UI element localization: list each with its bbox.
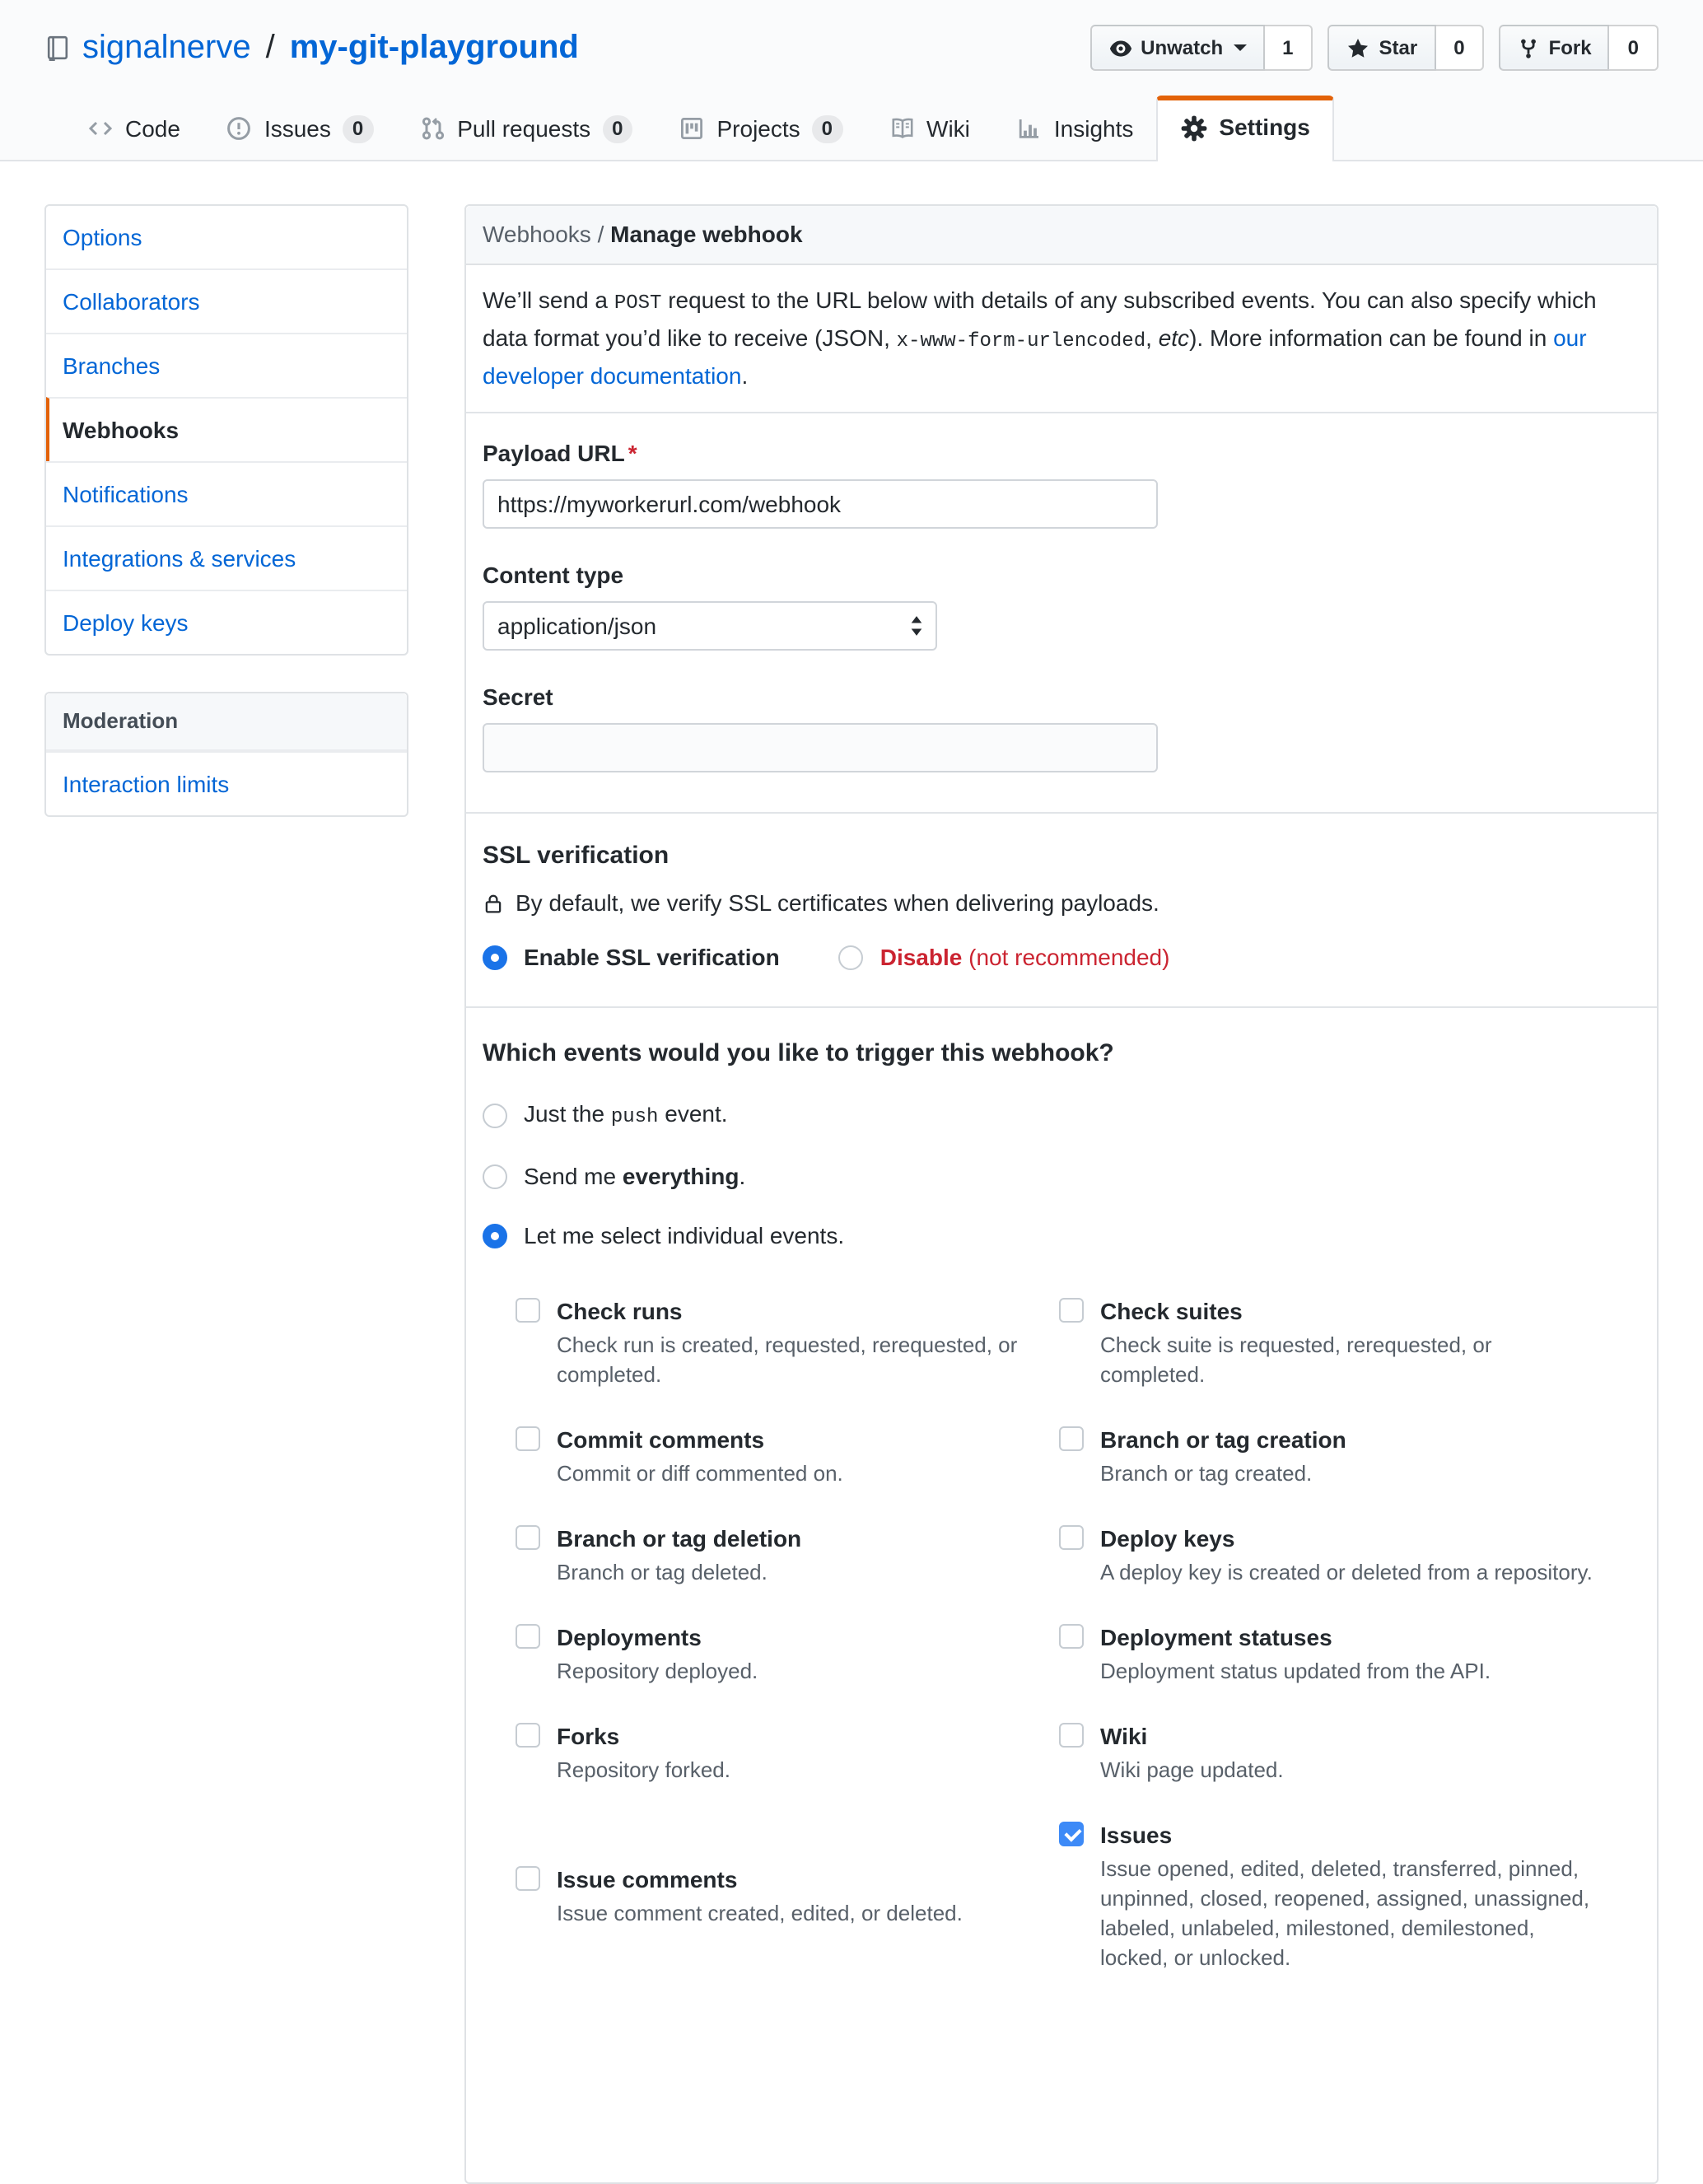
tab-wiki[interactable]: Wiki — [865, 96, 993, 161]
deployments-checkbox[interactable] — [516, 1624, 540, 1649]
issues-checkbox[interactable] — [1059, 1822, 1084, 1846]
repo-title — [44, 28, 1089, 68]
content-type-group — [483, 562, 1640, 651]
ssl-verification-section — [466, 814, 1657, 1008]
gear-icon — [1181, 114, 1207, 141]
sidebar-item-integrations[interactable]: Integrations & services — [46, 525, 407, 590]
event-row — [516, 1720, 1640, 1785]
fork-icon — [1518, 35, 1541, 60]
developer-docs-link[interactable]: our developer documentation — [483, 324, 1587, 389]
fork-button-group — [1500, 25, 1659, 71]
path-divider: / — [265, 30, 275, 66]
star-button[interactable]: Star — [1328, 25, 1436, 71]
tab-issues[interactable]: Issues 0 — [203, 96, 396, 161]
watch-button-group — [1089, 25, 1313, 71]
ssl-disable-label: Disable (not recommended) — [879, 944, 1170, 970]
lock-icon — [483, 891, 504, 916]
etc-italic: etc — [1158, 324, 1190, 351]
tab-settings[interactable]: Settings — [1156, 96, 1334, 161]
tab-insights[interactable]: Insights — [993, 96, 1157, 161]
secret-input[interactable] — [483, 723, 1158, 772]
event-deployments[interactable]: Deployments Repository deployed. — [516, 1621, 1059, 1687]
event-issue-comments[interactable]: Issue comments Issue comment created, edited, or deleted. — [516, 1863, 1059, 1929]
webhook-description: We’ll send a POST request to the URL below with details of any subscribed events. You can also specify which data format you’d like to receive (JSON, x-www-form-urlencoded, etc). More information can be found in our developer documentation. — [466, 265, 1657, 413]
projects-counter: 0 — [812, 114, 842, 142]
pulls-counter: 0 — [602, 114, 632, 142]
repo-actions — [1089, 25, 1659, 71]
webhook-form — [466, 413, 1657, 814]
everything-radio[interactable] — [483, 1164, 507, 1188]
option-everything[interactable]: Send me everything. — [483, 1160, 1640, 1192]
repo-header — [0, 0, 1703, 161]
ssl-enable-option[interactable] — [483, 944, 780, 970]
sidebar-item-branches[interactable]: Branches — [46, 333, 407, 397]
star-icon — [1346, 35, 1371, 60]
forks-checkbox[interactable] — [516, 1723, 540, 1748]
deploy-keys-checkbox[interactable] — [1059, 1525, 1084, 1550]
sidebar-item-collaborators[interactable]: Collaborators — [46, 268, 407, 333]
ssl-radio-group — [483, 944, 1640, 970]
breadcrumb — [466, 206, 1657, 265]
events-title: Which events would you like to trigger this webhook? — [483, 1039, 1114, 1067]
code-push: push — [610, 1105, 659, 1128]
branch-tag-deletion-checkbox[interactable] — [516, 1525, 540, 1550]
repo-owner-link[interactable]: signalnerve — [82, 30, 251, 66]
issue-comments-checkbox[interactable] — [516, 1866, 540, 1891]
repo-nav — [64, 96, 1659, 161]
settings-sidebar — [44, 204, 408, 817]
tab-projects[interactable]: Projects 0 — [656, 96, 866, 161]
sidebar-item-options[interactable]: Options — [63, 224, 142, 250]
event-commit-comments[interactable]: Commit comments Commit or diff commented on. — [516, 1423, 1059, 1489]
ssl-title: SSL verification — [483, 842, 670, 870]
issue-opened-icon — [226, 115, 253, 142]
star-button-group — [1328, 25, 1485, 71]
event-row — [516, 1295, 1640, 1390]
tab-code[interactable]: Code — [64, 96, 203, 161]
code-icon — [87, 115, 114, 142]
event-forks[interactable]: Forks Repository forked. — [516, 1720, 1059, 1785]
events-grid — [516, 1295, 1640, 1973]
check-suites-checkbox[interactable] — [1059, 1298, 1084, 1323]
event-wiki[interactable]: Wiki Wiki page updated. — [1059, 1720, 1603, 1785]
breadcrumb-webhooks-link[interactable]: Webhooks — [483, 221, 591, 247]
graph-icon — [1016, 115, 1043, 142]
code-urlencoded: x-www-form-urlencoded — [896, 329, 1146, 352]
event-row — [516, 1818, 1640, 1973]
wiki-checkbox[interactable] — [1059, 1723, 1084, 1748]
repo-icon — [44, 35, 71, 61]
payload-url-group — [483, 440, 1640, 529]
content-type-label: Content type — [483, 562, 624, 588]
moderation-menu-title: Moderation — [46, 693, 407, 751]
breadcrumb-current: Manage webhook — [610, 221, 803, 247]
ssl-note: By default, we verify SSL certificates when delivering payloads. — [483, 888, 1640, 919]
sidebar-item-webhooks[interactable]: Webhooks — [46, 397, 407, 461]
ssl-disable-radio[interactable] — [839, 945, 864, 969]
sidebar-item-notifications[interactable]: Notifications — [46, 461, 407, 525]
events-section — [466, 1008, 1657, 2138]
event-check-suites[interactable]: Check suites Check suite is requested, rerequested, or completed. — [1059, 1295, 1603, 1390]
option-individual[interactable]: Let me select individual events. — [483, 1219, 1640, 1252]
event-row — [516, 1522, 1640, 1588]
payload-url-label: Payload URL * — [483, 440, 637, 466]
repo-name-link[interactable]: my-git-playground — [289, 30, 579, 66]
breadcrumb-divider: / — [590, 221, 611, 247]
moderation-menu — [44, 692, 408, 817]
fork-button[interactable]: Fork — [1500, 25, 1610, 71]
dropdown-caret-icon — [1233, 44, 1246, 58]
check-runs-checkbox[interactable] — [516, 1298, 540, 1323]
individual-radio[interactable] — [483, 1223, 507, 1248]
event-branch-tag-creation[interactable]: Branch or tag creation Branch or tag created. — [1059, 1423, 1603, 1489]
branch-tag-creation-checkbox[interactable] — [1059, 1426, 1084, 1451]
star-count[interactable]: 0 — [1435, 25, 1484, 71]
event-branch-tag-deletion[interactable]: Branch or tag deletion Branch or tag deleted. — [516, 1522, 1059, 1588]
git-pull-request-icon — [419, 115, 446, 142]
code-post: POST — [614, 292, 662, 315]
webhook-panel — [464, 204, 1659, 2184]
ssl-enable-label: Enable SSL verification — [524, 944, 780, 970]
issues-counter: 0 — [343, 114, 373, 142]
secret-label: Secret — [483, 684, 553, 710]
event-row — [516, 1423, 1640, 1489]
project-board-icon — [679, 115, 706, 142]
settings-menu — [44, 204, 408, 656]
fork-count[interactable]: 0 — [1610, 25, 1659, 71]
option-just-push[interactable]: Just the push event. — [483, 1097, 1640, 1133]
commit-comments-checkbox[interactable] — [516, 1426, 540, 1451]
book-icon — [889, 115, 915, 142]
sidebar-item-deploy-keys[interactable]: Deploy keys — [46, 590, 407, 654]
just-push-radio[interactable] — [483, 1103, 507, 1127]
required-asterisk: * — [628, 440, 637, 466]
select-arrows-icon — [909, 614, 924, 637]
content-type-select[interactable]: application/json — [483, 601, 937, 651]
event-deployment-statuses[interactable]: Deployment statuses Deployment status updated from the API. — [1059, 1621, 1603, 1687]
ssl-enable-radio[interactable] — [483, 945, 507, 969]
event-issues[interactable]: Issues Issue opened, edited, deleted, transferred, pinned, unpinned, closed, reopened, assigned, unassigned, labeled, unlabeled, milestoned, demilestoned, locked, or unlocked. — [1059, 1818, 1603, 1973]
payload-url-input[interactable] — [483, 479, 1158, 529]
watch-count[interactable]: 1 — [1264, 25, 1313, 71]
event-row — [516, 1621, 1640, 1687]
ssl-disable-option[interactable] — [839, 944, 1170, 970]
sidebar-item-interaction-limits[interactable]: Interaction limits — [46, 751, 407, 815]
unwatch-button[interactable]: Unwatch — [1089, 25, 1264, 71]
eye-icon — [1108, 35, 1132, 60]
tab-pull-requests[interactable]: Pull requests 0 — [396, 96, 656, 161]
deployment-statuses-checkbox[interactable] — [1059, 1624, 1084, 1649]
event-check-runs[interactable]: Check runs Check run is created, requested, rerequested, or completed. — [516, 1295, 1059, 1390]
secret-group — [483, 684, 1640, 772]
event-deploy-keys[interactable]: Deploy keys A deploy key is created or deleted from a repository. — [1059, 1522, 1603, 1588]
